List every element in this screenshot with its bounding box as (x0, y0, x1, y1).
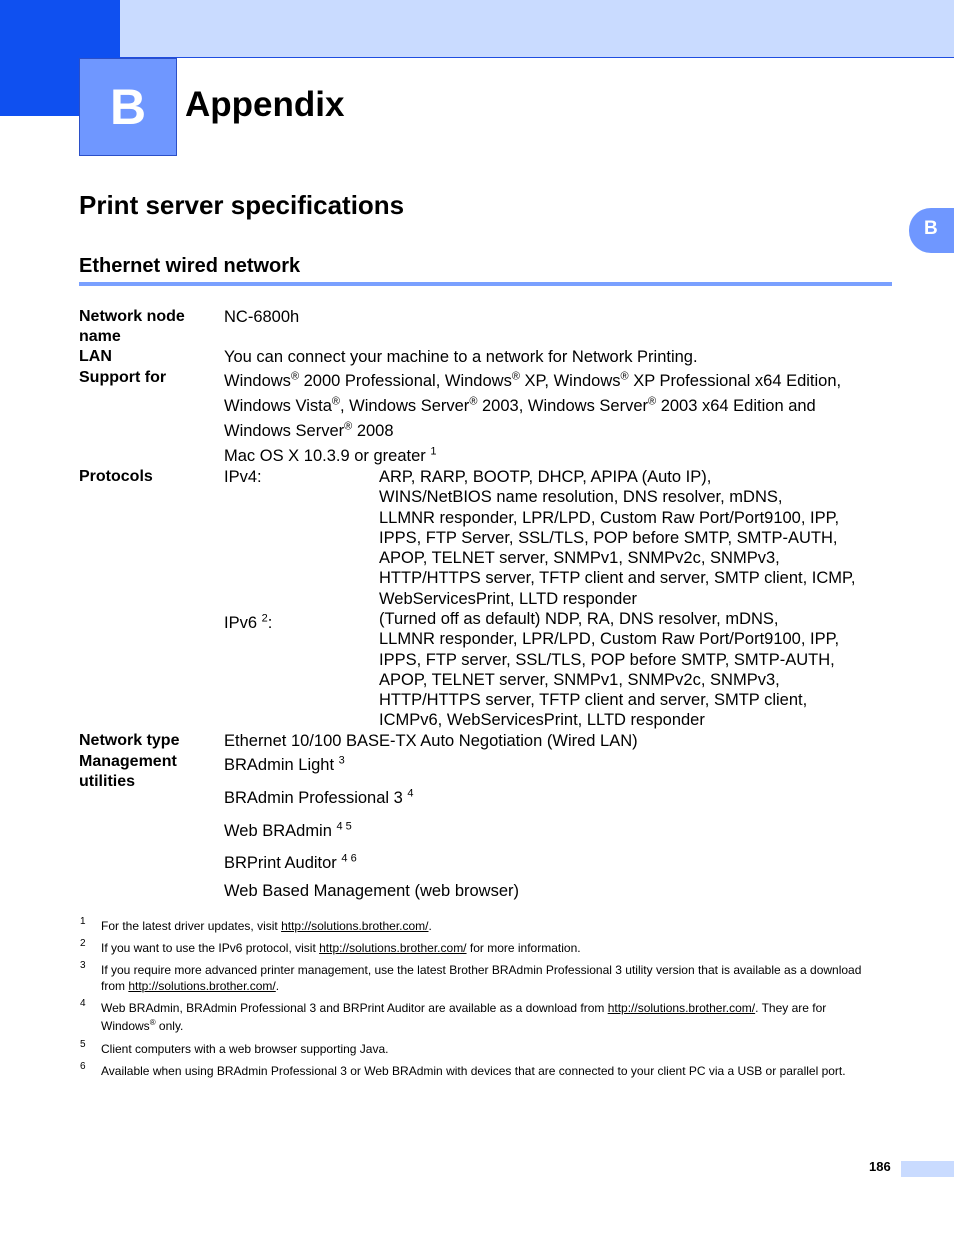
footnote-3-number: 3 (80, 960, 86, 971)
footnote-4-number: 4 (80, 998, 86, 1009)
chapter-side-tab (909, 208, 954, 253)
protocol-ipv6-key: IPv6 $^2$: (224, 612, 273, 632)
section-title: Print server specifications (79, 190, 405, 220)
support-windows-line-1: Windows® 2000 Professional, Windows® XP, Windows® XP Professional x64 Edition, (224, 370, 842, 390)
footnote-6-number: 6 (80, 1061, 86, 1072)
footnote-3-link[interactable]: http://solutions.brother.com/ (128, 979, 276, 993)
footnote-1-number: 1 (80, 916, 86, 927)
footnote-2: If you want to use the IPv6 protocol, visit http://solutions.brother.com/ for more information. (101, 941, 581, 955)
spec-label-network-type: Network type (79, 732, 180, 749)
footnote-1: For the latest driver updates, visit http://solutions.brother.com/. (101, 919, 432, 933)
management-item-web-bradmin: Web BRAdmin $^{4 5}$ (224, 820, 352, 840)
footnote-4-line-2: Windows® only. (101, 1018, 184, 1033)
protocol-ipv6-list: (Turned off as default) NDP, RA, DNS resolver, mDNS, LLMNR responder, LPR/LPD, Custom Raw Port/Port9100, IPP, IPPS, FTP server, SSL/TLS, POP before SMTP, SMTP-AUTH, APOP, TELNET server, SNMPv1, SNMPv2c, SNMPv3, HTTP/HTTPS server, TFTP client and server, SMTP client, ICMPv6, WebServicesPrint, LLTD responder (379, 610, 840, 730)
spec-label-protocols: Protocols (79, 468, 153, 485)
footnote-3-line-2: from http://solutions.brother.com/. (101, 979, 280, 993)
management-item-bradmin-light: BRAdmin Light $^3$ (224, 754, 345, 774)
spec-value-lan: You can connect your machine to a network for Network Printing. (224, 348, 698, 366)
management-item-bradmin-pro: BRAdmin Professional 3 $^4$ (224, 787, 414, 807)
subsection-title: Ethernet wired network (79, 255, 301, 277)
chapter-letter: B (109, 79, 147, 135)
side-tab-letter: B (924, 218, 938, 239)
management-item-web-based: Web Based Management (web browser) (224, 882, 520, 900)
footnote-5: Client computers with a web browser supporting Java. (101, 1042, 389, 1056)
spec-label-support: Support for (79, 369, 167, 386)
support-windows-line-3: Windows Server® 2008 (224, 420, 394, 440)
spec-label-node-name: Network node name (79, 308, 185, 345)
protocol-ipv4-list: ARP, RARP, BOOTP, DHCP, APIPA (Auto IP), WINS/NetBIOS name resolution, DNS resolver, mDNS, LLMNR responder, LPR/LPD, Custom Raw Port/Port9100, IPP, IPPS, FTP Server, SSL/TLS, POP before SMTP, SMTP-AUTH, APOP, TELNET server, SNMPv1, SNMPv2c, SNMPv3, HTTP/HTTPS server, TFTP client and server, SMTP client, ICMP, WebServicesPrint, LLTD responder (379, 468, 856, 608)
protocol-ipv4-key: IPv4: (224, 468, 262, 486)
footnote-3-line-1: If you require more advanced printer management, use the latest Brother BRAdmin Professional 3 utility version that is available as a download (101, 963, 862, 977)
footnote-6: Available when using BRAdmin Professional 3 or Web BRAdmin with devices that are connected to your client PC via a USB or parallel port. (101, 1064, 846, 1078)
footnote-4-link[interactable]: http://solutions.brother.com/ (607, 1001, 756, 1015)
management-item-brprint-auditor: BRPrint Auditor $^{4 6}$ (224, 852, 357, 872)
chapter-letter-box (79, 58, 177, 156)
footnote-2-link[interactable]: http://solutions.brother.com/ (319, 941, 467, 955)
spec-label-lan: LAN (79, 348, 112, 365)
subsection-rule (79, 282, 892, 286)
header-band (0, 0, 954, 58)
support-mac: Mac OS X 10.3.9 or greater $^1$ (224, 445, 437, 465)
footnote-4-line-1: Web BRAdmin, BRAdmin Professional 3 and BRPrint Auditor are available as a download from http://solutions.brother.com/. They are for (101, 1001, 827, 1015)
footnote-1-link[interactable]: http://solutions.brother.com/ (281, 919, 429, 933)
footnote-2-number: 2 (80, 938, 86, 949)
chapter-title: Appendix (185, 85, 345, 124)
footnote-5-number: 5 (80, 1039, 86, 1050)
page-number: 186 (869, 1159, 891, 1174)
spec-value-node-name: NC-6800h (224, 308, 300, 326)
page-number-bar (901, 1161, 954, 1177)
support-windows-line-2: Windows Vista®, Windows Server® 2003, Windows Server® 2003 x64 Edition and (224, 395, 816, 415)
spec-value-network-type: Ethernet 10/100 BASE-TX Auto Negotiation (Wired LAN) (224, 732, 638, 750)
spec-label-management: Management utilities (79, 753, 177, 790)
